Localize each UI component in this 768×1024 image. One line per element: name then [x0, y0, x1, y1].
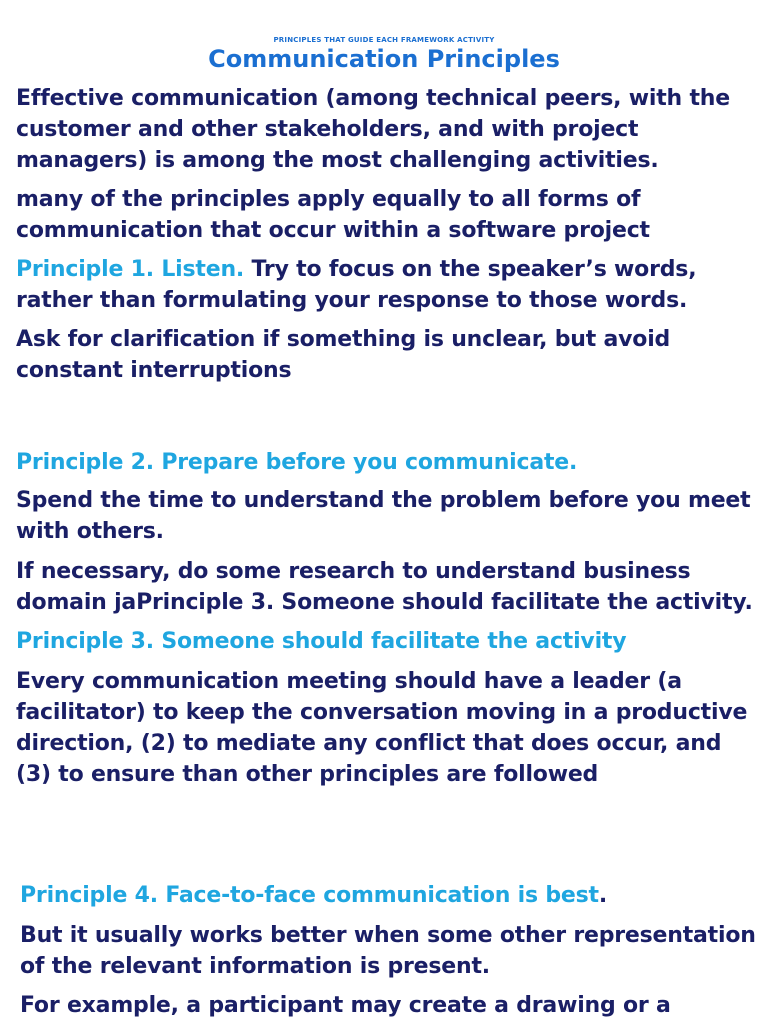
slide-kicker: PRINCIPLES THAT GUIDE EACH FRAMEWORK ACTIVITY [273, 36, 495, 44]
principle-1-heading: Principle 1. Listen. [16, 257, 245, 282]
principle-3-heading: Principle 3. Someone should facilitate the activity [16, 629, 627, 654]
principle-4-detail: For example, a participant may create a drawing or a [20, 993, 671, 1018]
slide-title: Communication Principles [208, 45, 560, 73]
intro-paragraph-2: many of the principles apply equally to all forms of communication that occur within a software project [16, 187, 650, 243]
intro-paragraph-1: Effective communication (among technical peers, with the customer and other stakeholders, and with project managers) is among the most challenging activities. [16, 86, 730, 173]
principle-4-period: . [598, 883, 608, 908]
principle-1-text: Try to focus on the speaker’s words, rather than formulating your response to those words. [16, 257, 697, 313]
principle-2-heading: Principle 2. Prepare before you communicate. [16, 450, 578, 475]
principle-4-text: But it usually works better when some other representation of the relevant information is present. [20, 923, 756, 979]
principle-4-heading-line [20, 880, 760, 911]
principle-4-heading: Principle 4. Face-to-face communication is best [20, 883, 599, 908]
principle-2-text: Spend the time to understand the problem before you meet with others. [16, 488, 751, 544]
principle-1-detail: Ask for clarification if something is unclear, but avoid constant interruptions [16, 327, 671, 383]
principle-3-text: Every communication meeting should have a leader (a facilitator) to keep the conversation moving in a productive direction, (2) to mediate any conflict that does occur, and (3) to ensure than other principles are followed [16, 669, 748, 787]
principle-1-paragraph [16, 254, 756, 316]
principle-2-detail: If necessary, do some research to understand business domain jaPrinciple 3. Someone should facilitate the activity. [16, 559, 753, 615]
